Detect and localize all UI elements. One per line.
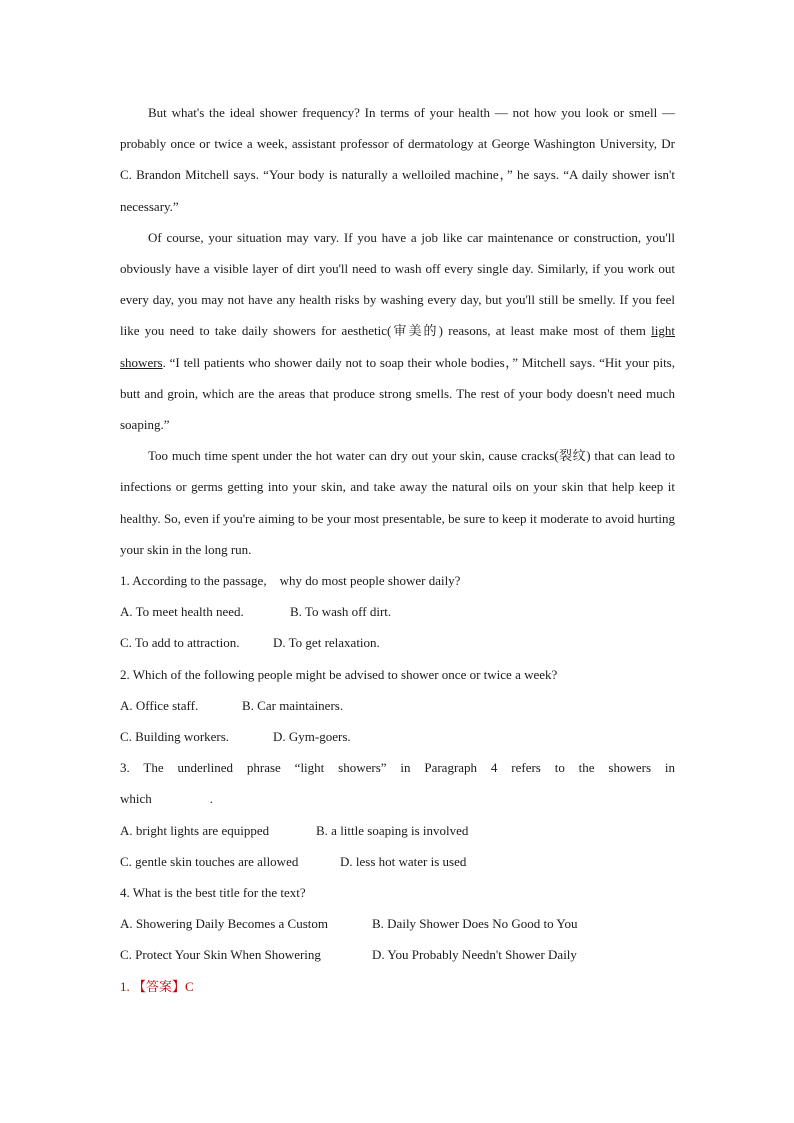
q1-option-b: B. To wash off dirt. [290,604,392,620]
q2-option-b: B. Car maintainers. [242,697,344,713]
question-3-stem [120,752,675,814]
question-2-options-row-2 [120,721,675,752]
underlined-phrase: light showers [120,323,675,370]
paragraph-2-text-a: Of course, your situation may vary. If you have a job like car maintenance or construction, you'll obviously have a visible layer of dirt you'll need to wash off every single day. Similarly, if you work out every day, you may not have any health risks by washing every day, but you'll still be smelly. If you feel like you need to take daily showers for aesthetic(审美的) reasons, at least make most of them [120,229,675,339]
question-1-options-row-2 [120,627,675,658]
answer-label: 【答案】 [133,978,186,994]
answer-value: C [185,978,194,994]
q1-option-a: A. To meet health need. [120,604,244,620]
q1-option-c: C. To add to attraction. [120,635,240,651]
question-2-stem: 2. Which of the following people might be advised to shower once or twice a week? [120,666,558,682]
q2-option-c: C. Building workers. [120,729,230,745]
answer-number: 1. [120,978,130,994]
document-page [120,97,675,1002]
q2-option-d: D. Gym-goers. [273,729,351,745]
question-3-stem-line-1: 3. The underlined phrase “light showers” in Paragraph 4 refers to the showers in [120,760,675,776]
question-4-options-row-1 [120,908,675,939]
q4-option-d: D. You Probably Needn't Shower Daily [372,947,577,963]
paragraph-2-text-b: . “I tell patients who shower daily not to soap their whole bodies，” Mitchell says. “Hit your pits, butt and groin, which are the areas that produce strong smells. The rest of your body doesn't need much soaping.” [120,354,675,433]
q4-option-c: C. Protect Your Skin When Showering [120,947,321,963]
paragraph-3: Too much time spent under the hot water can dry out your skin, cause cracks(裂纹) that can lead to infections or germs getting into your skin, and take away the natural oils on your skin that help keep it healthy. So, even if you're aiming to be your most presentable, be sure to keep it moderate to avoid hurting your skin in the long run. [120,448,675,557]
question-3-options-row-1 [120,815,675,846]
question-4-options-row-2 [120,939,675,970]
question-1-options-row-1 [120,596,675,627]
answer-line [120,971,675,1002]
q3-option-b: B. a little soaping is involved [316,822,469,838]
question-3-stem-line-2: which [120,791,152,807]
question-1-stem: 1. According to the passage, why do most people shower daily? [120,573,461,589]
q4-option-b: B. Daily Shower Does No Good to You [372,916,578,932]
q1-option-d: D. To get relaxation. [273,635,380,651]
q2-option-a: A. Office staff. [120,697,199,713]
question-3-stem-end: . [209,791,214,807]
paragraph-2 [120,222,675,440]
q3-option-d: D. less hot water is used [340,853,467,869]
q3-option-c: C. gentle skin touches are allowed [120,853,299,869]
question-3-options-row-2 [120,846,675,877]
q3-option-a: A. bright lights are equipped [120,822,270,838]
paragraph-1: But what's the ideal shower frequency? In terms of your health — not how you look or smell — probably once or twice a week, assistant professor of dermatology at George Washington University, Dr C. Brandon Mitchell says. “Your body is naturally a welloiled machine，” he says. “A daily shower isn't necessary.” [120,105,675,214]
question-2-options-row-1 [120,690,675,721]
question-4-stem: 4. What is the best title for the text? [120,885,306,901]
q4-option-a: A. Showering Daily Becomes a Custom [120,916,328,932]
